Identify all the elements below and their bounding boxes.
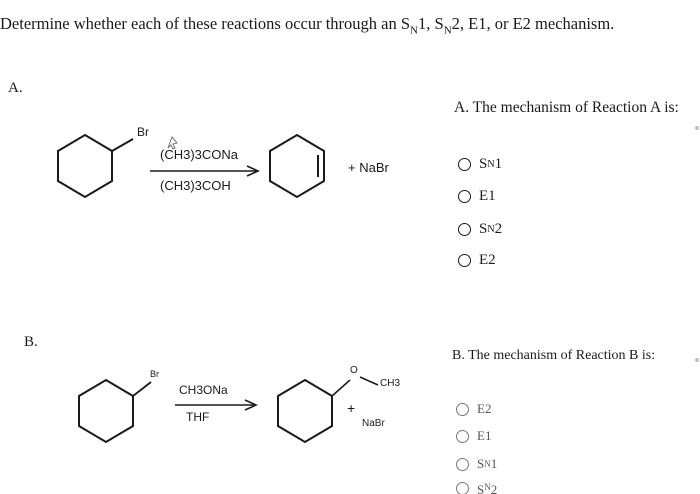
reaction-b-oxygen-label: O [350,365,358,376]
reaction-a-reagent-top: (CH3)3CONa [160,147,239,162]
reaction-b-option-e1[interactable]: E1 [456,428,491,444]
reaction-b-reagent-top: CH3ONa [179,383,228,397]
reaction-b-ch3-label: CH3 [380,378,401,389]
radio-button-icon[interactable] [458,158,471,171]
edge-mark [695,126,699,130]
reaction-a-prompt: A. The mechanism of Reaction A is: [454,99,679,116]
question-text: Determine whether each of these reactions occur through an $S_N1$, $S_N2$, E1, or E2 mechanism. [0,14,615,37]
reaction-b-product-ring [278,380,332,442]
reaction-a-option-sn1[interactable]: S N 1 [458,156,502,173]
reaction-b-reactant-ring [79,380,133,442]
reaction-b-prompt: B. The mechanism of Reaction B is: [452,348,656,363]
reaction-a-option-e2[interactable]: E2 [458,252,496,269]
reaction-b-option-sn1[interactable]: S N 1 [456,456,497,472]
reaction-a-option-sn2[interactable]: S N 2 [458,221,502,238]
reaction-a-reagent-bottom: (CH3)3COH [160,178,231,193]
radio-button-icon[interactable] [456,458,469,471]
reaction-b-byproduct: NaBr [362,418,385,429]
reaction-a-option-e1[interactable]: E1 [458,188,496,205]
reaction-b-plus: + [347,400,356,416]
radio-button-icon[interactable] [456,430,469,443]
radio-button-icon[interactable] [458,190,471,203]
edge-mark [695,358,699,362]
radio-button-icon[interactable] [456,482,469,494]
reaction-b-reagent-bottom: THF [186,410,210,424]
reaction-b-scheme [0,360,440,460]
reaction-a-byproduct: + NaBr [348,160,389,175]
reaction-a-product-ring [270,135,324,197]
reaction-b-option-sn2[interactable]: S $^N$ 2 [456,482,497,494]
reaction-b-option-e2[interactable]: E2 [456,401,491,417]
reaction-a-reactant-ring [58,135,112,197]
reaction-a-br-label: Br [137,125,149,139]
reaction-b-label: B. [24,334,38,350]
reaction-a-label: A. [8,80,23,96]
radio-button-icon[interactable] [458,223,471,236]
radio-button-icon[interactable] [458,254,471,267]
radio-button-icon[interactable] [456,403,469,416]
reaction-b-br-label: Br [150,369,159,379]
